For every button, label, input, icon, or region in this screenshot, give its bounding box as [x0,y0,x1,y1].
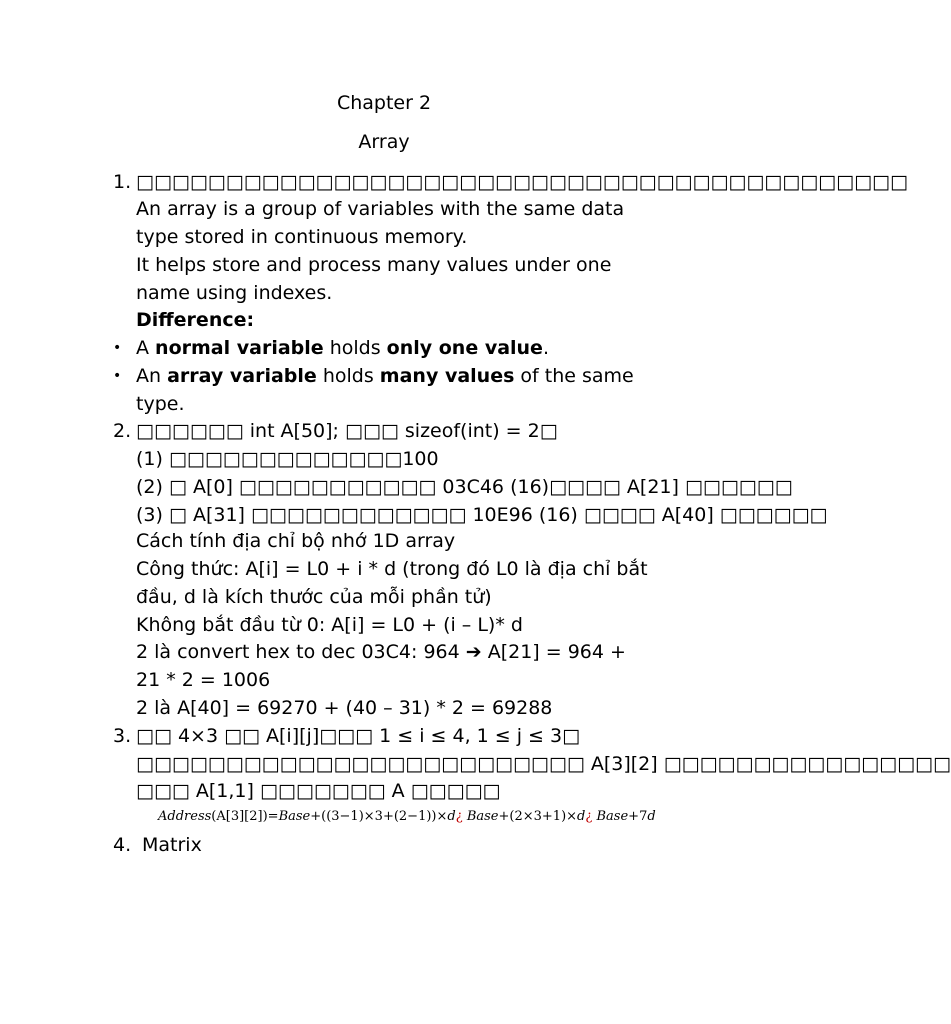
address-formula: Address(A[3][2])=Base+((3−1)×3+(2−1))×d¿ Base+(2×3+1)×d¿ Base+7d [158,809,656,824]
bullet-dot: • [113,368,122,384]
q2-line-1: □□□□□□ int A[50]; □□□ sizeof(int) = 2□ [136,420,558,442]
q3-line-2: □□□□□□□□□□□□□□□□□□□□□□□□□ A[3][2] □□□□□□□□□□□□□□□□ [136,753,951,775]
q2-line-2: (1) □□□□□□□□□□□□□100 [136,448,439,470]
q4-number: 4. [113,834,132,856]
chapter-subtitle: Array [358,131,410,153]
q3-number: 3. [113,725,132,747]
q2-line-11: 2 là A[40] = 69270 + (40 – 31) * 2 = 69288 [136,697,553,719]
q1-line-4: name using indexes. [136,282,333,304]
q1-line-1: An array is a group of variables with the same data [136,198,625,220]
bullet-array-variable-cont: type. [136,393,185,415]
q2-line-7: đầu, d là kích thước của mỗi phần tử) [136,586,492,608]
chapter-title: Chapter 2 [336,92,432,114]
bullet-normal-variable: A normal variable holds only one value. [136,337,549,359]
q2-line-3: (2) □ A[0] □□□□□□□□□□□ 03C46 (16)□□□□ A[21] □□□□□□ [136,476,793,498]
q1-line-2: type stored in continuous memory. [136,226,468,248]
q1-number: 1. [113,171,132,193]
q2-line-8: Không bắt đầu từ 0: A[i] = L0 + (i – L)* d [136,614,523,636]
difference-heading: Difference: [136,309,255,331]
bullet-array-variable: An array variable holds many values of the same [136,365,634,387]
q3-line-1: □□ 4×3 □□ A[i][j]□□□ 1 ≤ i ≤ 4, 1 ≤ j ≤ 3□ [136,725,581,747]
q2-line-10: 21 * 2 = 1006 [136,669,271,691]
q1-heading: □□□□□□□□□□□□□□□□□□□□□□□□□□□□□□□□□□□□□□□□□□□ [136,171,908,193]
bullet-dot: • [113,340,122,356]
q2-line-9: 2 là convert hex to dec 03C4: 964 ➔ A[21] = 964 + [136,641,626,663]
q2-line-6: Công thức: A[i] = L0 + i * d (trong đó L0 là địa chỉ bắt [136,558,648,580]
q1-line-3: It helps store and process many values under one [136,254,612,276]
q2-line-5: Cách tính địa chỉ bộ nhớ 1D array [136,530,456,552]
q2-line-4: (3) □ A[31] □□□□□□□□□□□□ 10E96 (16) □□□□ A[40] □□□□□□ [136,504,828,526]
q3-line-3: □□□ A[1,1] □□□□□□□ A □□□□□ [136,780,501,802]
q4-label: Matrix [142,834,202,856]
q2-number: 2. [113,420,132,442]
